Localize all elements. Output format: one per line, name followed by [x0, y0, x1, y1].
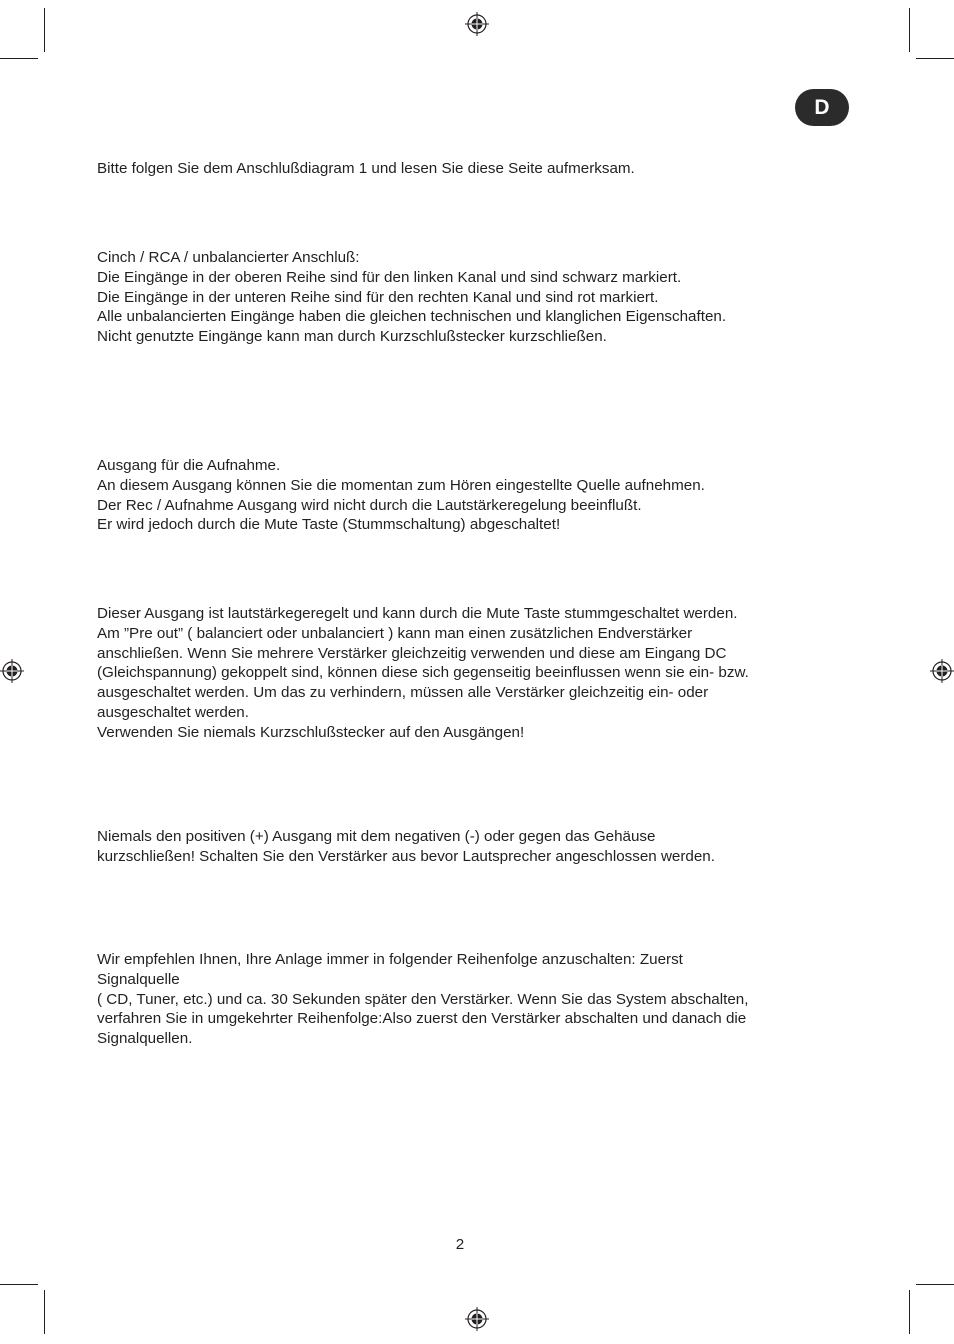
- power-on-line: ( CD, Tuner, etc.) und ca. 30 Sekunden später den Verstärker. Wenn Sie das System abschalten,: [97, 990, 749, 1008]
- registration-mark-icon-right: [930, 659, 954, 683]
- cinch-line: Alle unbalancierten Eingänge haben die gleichen technischen und klanglichen Eigenschaften.: [97, 308, 727, 326]
- crop-mark-top-right-horizontal: [916, 58, 954, 59]
- rec-heading: Ausgang für die Aufnahme.: [97, 457, 281, 474]
- crop-mark-bottom-right-vertical: [909, 1290, 910, 1334]
- intro-paragraph: [97, 159, 827, 179]
- pre-out-section: [97, 604, 827, 743]
- page-number: 2: [455, 1236, 465, 1253]
- pre-out-line: Dieser Ausgang ist lautstärkegeregelt und kann durch die Mute Taste stummgeschaltet werden.: [97, 605, 738, 622]
- crop-mark-bottom-left-vertical: [44, 1290, 45, 1334]
- power-on-line: Wir empfehlen Ihnen, Ihre Anlage immer in folgender Reihenfolge anzuschalten: Zuerst: [97, 951, 683, 968]
- registration-mark-icon-left: [0, 659, 24, 683]
- cinch-line: Nicht genutzte Eingänge kann man durch Kurzschlußstecker kurzschließen.: [97, 328, 607, 346]
- power-on-line: Signalquellen.: [97, 1030, 193, 1048]
- rec-output-section: [97, 456, 827, 535]
- pre-out-line: Am ”Pre out” ( balanciert oder unbalanciert ) kann man einen zusätzlichen Endverstärker: [97, 624, 693, 642]
- speaker-line: kurzschließen! Schalten Sie den Verstärker aus bevor Lautsprecher angeschlossen werden.: [97, 847, 715, 865]
- cinch-line: Die Eingänge in der oberen Reihe sind für den linken Kanal und sind schwarz markiert.: [97, 268, 682, 286]
- intro-line: Bitte folgen Sie dem Anschlußdiagram 1 und lesen Sie diese Seite aufmerksam.: [97, 160, 635, 177]
- crop-mark-bottom-right-horizontal: [916, 1284, 954, 1285]
- speaker-line: Niemals den positiven (+) Ausgang mit dem negativen (-) oder gegen das Gehäuse: [97, 828, 656, 845]
- rec-line: An diesem Ausgang können Sie die momentan zum Hören eingestellte Quelle aufnehmen.: [97, 476, 705, 494]
- crop-mark-top-left-horizontal: [0, 58, 38, 59]
- pre-out-warning: Verwenden Sie niemals Kurzschlußstecker auf den Ausgängen!: [97, 723, 525, 741]
- language-badge: D: [795, 89, 849, 126]
- crop-mark-top-right-vertical: [909, 8, 910, 52]
- crop-mark-bottom-left-horizontal: [0, 1284, 38, 1285]
- cinch-section: [97, 248, 827, 347]
- cinch-line: Die Eingänge in der unteren Reihe sind für den rechten Kanal und sind rot markiert.: [97, 288, 659, 306]
- rec-line: Der Rec / Aufnahme Ausgang wird nicht durch die Lautstärkeregelung beeinflußt.: [97, 496, 642, 514]
- power-on-line: Signalquelle: [97, 970, 180, 988]
- registration-mark-icon-top: [465, 12, 489, 36]
- pre-out-line: ausgeschaltet werden.: [97, 703, 249, 721]
- power-on-line: verfahren Sie in umgekehrter Reihenfolge:Also zuerst den Verstärker abschalten und danach die: [97, 1010, 747, 1028]
- pre-out-line: anschließen. Wenn Sie mehrere Verstärker gleichzeitig verwenden und diese am Eingang DC: [97, 644, 727, 662]
- rec-line: Er wird jedoch durch die Mute Taste (Stummschaltung) abgeschaltet!: [97, 516, 561, 534]
- registration-mark-icon-bottom: [465, 1307, 489, 1331]
- speaker-output-section: [97, 827, 827, 867]
- cinch-heading: Cinch / RCA / unbalancierter Anschluß:: [97, 249, 360, 266]
- power-on-section: [97, 950, 827, 1049]
- pre-out-line: ausgeschaltet werden. Um das zu verhindern, müssen alle Verstärker gleichzeitig ein- oder: [97, 684, 709, 702]
- crop-mark-top-left-vertical: [44, 8, 45, 52]
- pre-out-line: (Gleichspannung) gekoppelt sind, können diese sich gegenseitig beeinflussen wenn sie ein- bzw.: [97, 664, 749, 682]
